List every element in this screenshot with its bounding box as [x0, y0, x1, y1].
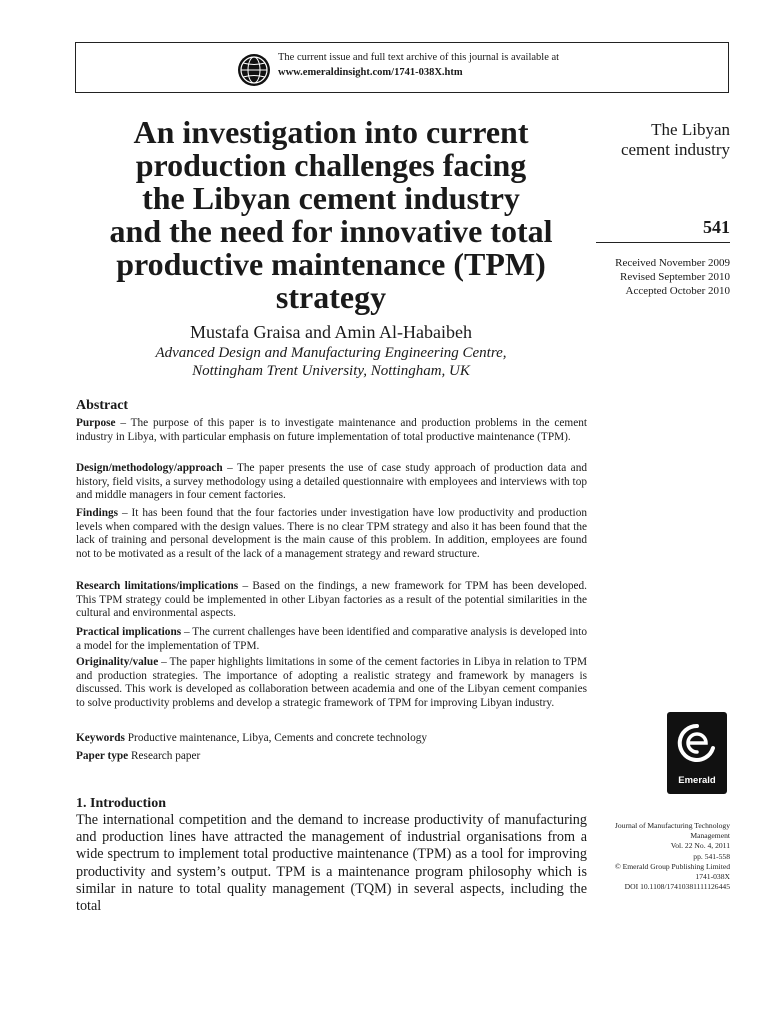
purpose-text: – The purpose of this paper is to investigate maintenance and production problems in the cement industry in Libya, with particular emphasis on future implementation of total productive maintenance (TPM). — [76, 417, 587, 443]
abstract-findings — [76, 507, 587, 561]
affiliation-line-2: Nottingham Trent University, Nottingham, UK — [192, 363, 470, 379]
abstract-practical-implications — [76, 626, 587, 653]
journal-citation — [580, 821, 730, 892]
introduction-heading: 1. Introduction — [76, 796, 166, 811]
design-label: Design/methodology/approach — [76, 462, 223, 474]
abstract-design — [76, 462, 587, 503]
abstract-research-limitations — [76, 580, 587, 621]
journal-url-link[interactable]: www.emeraldinsight.com/1741-038X.htm — [278, 67, 463, 78]
title-line: An investigation into current — [133, 114, 529, 150]
article-title — [70, 116, 592, 314]
originality-label: Originality/value — [76, 656, 159, 668]
submission-dates — [570, 256, 730, 298]
affiliation-line-1: Advanced Design and Manufacturing Engineering Centre, — [155, 345, 507, 361]
introduction-text: The international competition and the demand to increase productivity of manufacturing and production lines have attracted the management of industrial organisations from a wide spectrum to implement total productive maintenance (TPM) as a tool for improving productivity and system’s output. TPM is a maintenance program philosophy which is similar in nature to total quality management (TQM) in several aspects, including the total — [76, 812, 587, 915]
title-line: productive maintenance (TPM) — [116, 246, 546, 282]
doi: DOI 10.1108/17410381111126445 — [624, 882, 730, 892]
abstract-heading: Abstract — [76, 398, 129, 413]
page-range: pp. 541-558 — [693, 851, 730, 861]
paper-type — [76, 750, 587, 764]
findings-text: – It has been found that the four factories under investigation have low productivity and production levels when compared with the design values. There is no clear TPM strategy and also it has been found that the lack of training and personal development is the main cause of this problem. In addition, employees are found not to be motivated as a result of the lack of a management strategy and reward structure. — [76, 507, 587, 560]
abstract-purpose — [76, 417, 587, 444]
page-number: 541 — [703, 217, 730, 237]
findings-label: Findings — [76, 507, 119, 519]
research-label: Research limitations/implications — [76, 580, 239, 592]
research-text: – Based on the findings, a new framework for TPM has been developed. This TPM strategy could be implemented in other Libyan factories as a result of the potential similarities in the cultural and environmental aspects. — [76, 580, 587, 620]
issn: 1741-038X — [695, 872, 730, 882]
papertype-label: Paper type — [76, 750, 129, 762]
received-date: Received November 2009 — [615, 257, 730, 269]
keywords-text: Productive maintenance, Libya, Cements and concrete technology — [124, 732, 428, 744]
archive-notice: The current issue and full text archive of this journal is available at — [278, 52, 560, 63]
title-line: production challenges facing — [135, 147, 527, 183]
copyright: © Emerald Group Publishing Limited — [614, 861, 730, 871]
revised-date: Revised September 2010 — [620, 271, 730, 283]
title-line: strategy — [275, 279, 387, 315]
design-text: – The paper presents the use of case study approach of production data and history, field visits, a survey methodology using a detailed questionnaire with employees and interviews with top and middle managers in four cement factories. — [76, 462, 587, 502]
emerald-logo-text: Emerald — [678, 775, 716, 786]
practical-text: – The current challenges have been identified and comparative analysis is developed into a model for the implementation of TPM. — [76, 626, 587, 652]
authors: Mustafa Graisa and Amin Al-Habaibeh — [190, 322, 472, 342]
abstract-originality — [76, 656, 587, 710]
keywords-label: Keywords — [76, 732, 125, 744]
running-head-line: The Libyan — [651, 120, 730, 139]
running-head-line: cement industry — [620, 140, 730, 159]
keywords — [76, 732, 587, 746]
papertype-text: Research paper — [128, 750, 201, 762]
title-line: the Libyan cement industry — [142, 180, 520, 216]
practical-label: Practical implications — [76, 626, 182, 638]
globe-icon — [237, 53, 271, 87]
accepted-date: Accepted October 2010 — [625, 285, 730, 297]
purpose-label: Purpose — [76, 417, 116, 429]
margin-divider — [596, 242, 730, 243]
emerald-swirl-icon — [667, 712, 727, 776]
journal-name-cont: Management — [690, 831, 730, 841]
title-line: and the need for innovative total — [109, 213, 553, 249]
running-head — [570, 120, 730, 160]
journal-name: Journal of Manufacturing Technology — [614, 821, 730, 830]
originality-text: – The paper highlights limitations in some of the cement factories in Libya in relation to TPM and production strategies. The importance of adopting a realistic strategy and framework by managers is discussed. This work is developed as collaboration between academia and one of the Libyan cement companies to solve productivity problems and develop a strategic framework of TPM for improving Libyan industry. — [76, 656, 587, 709]
volume-issue: Vol. 22 No. 4, 2011 — [670, 841, 730, 851]
